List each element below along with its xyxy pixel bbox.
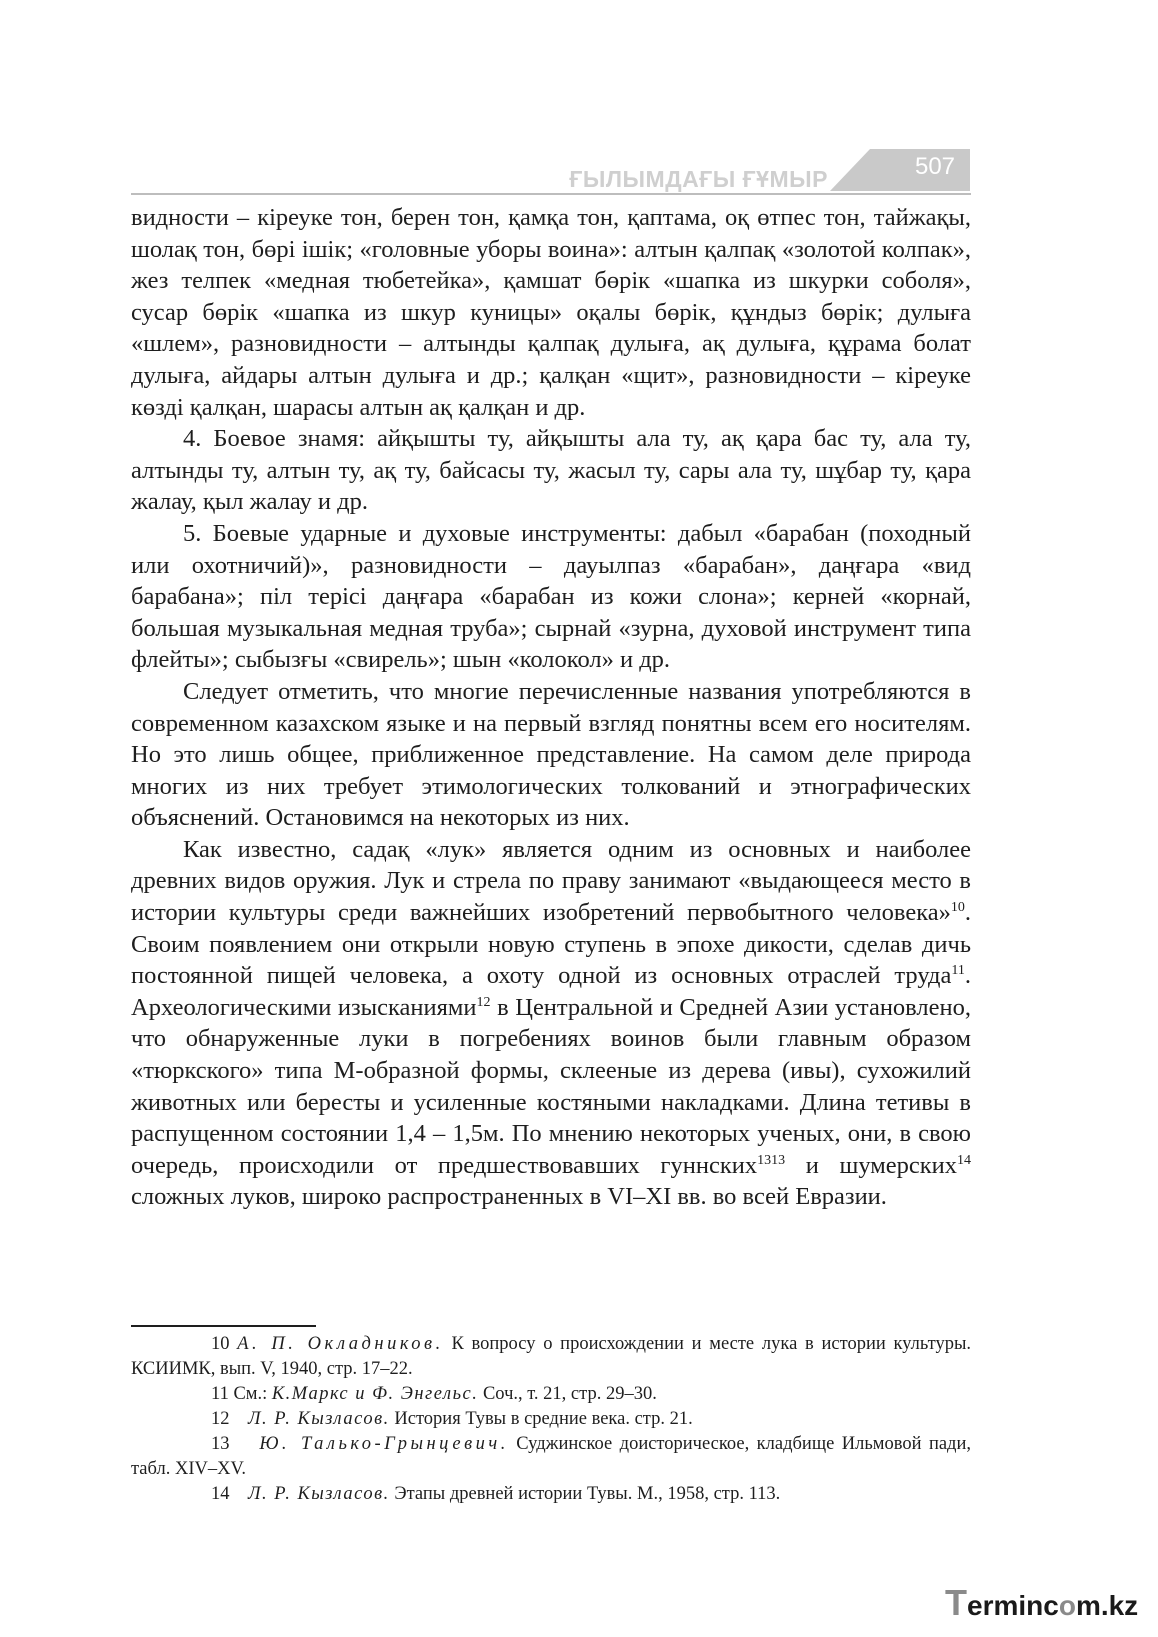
- footnote-text: Соч., т. 21, стр. 29–30.: [478, 1384, 657, 1404]
- footnote-ref-11[interactable]: 11: [951, 963, 965, 979]
- paragraph-instruments: 5. Боевые ударные и духовые инструменты: дабыл «барабан (походный или охотничий)», разновидности – дауылпаз «барабан», даңғара «вид барабана»; піл терісі даңғара «барабан из кожи слона»; керней «корнай, большая музыкальная медная труба»; сырнай «зурна, духовой инструмент типа флейты»; сыбызғы «свирель»; шын «колокол» и др.: [131, 519, 971, 674]
- paragraph-note: Следует отметить, что многие перечисленные названия употребляются в современном казахском языке и на первый взгляд понятны всем его носителям. Но это лишь общее, приближенное представление. На самом деле природа многих из них требует этимологических толкований и этнографических объяснений. Остановимся на некоторых из них.: [131, 677, 971, 832]
- footnote-author: А. П. Окладников.: [237, 1334, 444, 1354]
- page-header: [0, 0, 1158, 200]
- bow-text-4: в Центральной и Средней Азии установлено, что обнаруженные луки в погребениях воинов были главным образом «тюркского» типа М-образной формы, склееные из дерева (ивы), сухожилий животных или бересты и усиленные костяными накладками. Длина тетивы в распущенном состоянии 1,4 – 1,5м. По мнению некоторых ученых, они, в свою очередь, происходили от предшествовавших гуннских: [131, 993, 972, 1179]
- bow-text-3: . Археологическими изысканиями: [131, 962, 971, 1021]
- footnote-prefix: См.:: [233, 1384, 272, 1404]
- footnote-item: [131, 1407, 971, 1432]
- bow-text-1: Как известно, садақ «лук» является одним из основных и наиболее древних видов оружия. Лук и стрела по праву занимают «выдающееся место в истории культуры среди важнейших изобретений первобытного человека»: [131, 835, 971, 927]
- watermark-magnifier-icon: ο: [1058, 1590, 1076, 1621]
- site-watermark: [945, 1582, 1138, 1624]
- header-rule: [131, 193, 971, 195]
- watermark-initial: T: [945, 1582, 967, 1623]
- bow-text-5: и шумерских: [785, 1151, 958, 1179]
- footnote-author: Л. Р. Кызласов.: [248, 1409, 390, 1429]
- footnote-ref-13[interactable]: 1313: [757, 1152, 786, 1168]
- footnote-item: [131, 1432, 971, 1482]
- footnote-number: 10: [211, 1334, 230, 1354]
- footnote-number: 14: [211, 1484, 230, 1504]
- footnote-ref-12[interactable]: 12: [476, 994, 491, 1010]
- footnote-item: [131, 1482, 971, 1507]
- bow-text-2: . Своим появлением они открыли новую ступень в эпохе дикости, сделав дичь постоянной пищей человека, а охоту одной из основных отраслей труда: [131, 899, 971, 990]
- footnote-text: Суджинское доисторическое, кладбище Ильмовой пади, табл. XIV–XV.: [131, 1434, 971, 1479]
- paragraph-armor-list: видности – кіреуке тон, берен тон, қамқа тон, қаптама, оқ өтпес тон, тайжақы, шолақ тон, бөрі ішік; «головные уборы воина»: алтын қалпақ «золотой колпак», жез телпек «медная тюбетейка», қамшат бөрік «шапка из шкурки соболя», сусар бөрік «шапка из шкур куницы» оқалы бөрік, құндыз бөрік; дулыға «шлем», разновидности – алтынды қалпақ дулыға, ақ дулыға, құрама болат дулыға, айдары алтын дулыға и др.; қалқан «щит», разновидности – кіреуке көзді қалқан, шарасы алтын ақ қалқан и др.: [131, 204, 971, 421]
- footnote-number: 13: [211, 1434, 230, 1454]
- watermark-domain: m.kz: [1075, 1590, 1139, 1621]
- footnote-author: Л. Р. Кызласов.: [248, 1484, 390, 1504]
- paragraph-banner: 4. Боевое знамя: айқышты ту, айқышты ала ту, ақ қара бас ту, ала ту, алтынды ту, алтын ту, ақ ту, байсасы ту, жасыл ту, сары ала ту, шұбар ту, қара жалау, қыл жалау и др.: [131, 425, 971, 516]
- footnote-text: К вопросу о происхождении и месте лука в истории культуры. КСИИМК, вып. V, 1940, стр. 17–22.: [131, 1334, 972, 1379]
- bow-text-6: сложных луков, широко распространенных в VI–XI вв. во всей Евразии.: [131, 1183, 887, 1211]
- main-text: [131, 202, 971, 1213]
- footnote-item: [131, 1332, 971, 1382]
- footnote-item: [131, 1382, 971, 1407]
- footnote-ref-10[interactable]: 10: [950, 900, 965, 916]
- footnote-number: 12: [211, 1409, 230, 1429]
- footnotes: [131, 1332, 971, 1507]
- footnote-text: Этапы древней истории Тувы. М., 1958, стр. 113.: [389, 1484, 781, 1504]
- page-number: 507: [914, 153, 956, 180]
- running-title: ҒЫЛЫМДАҒЫ ҒҰМЫР: [569, 166, 828, 192]
- footnote-author: К.Маркс и Ф. Энгельс.: [271, 1384, 479, 1404]
- footnote-author: Ю. Талько-Грынцевич.: [259, 1434, 509, 1454]
- footnote-separator: [131, 1325, 316, 1327]
- footnote-number: 11: [211, 1384, 229, 1404]
- footnote-text: История Тувы в средние века. стр. 21.: [389, 1409, 693, 1429]
- paragraph-bow: [131, 834, 971, 1213]
- watermark-text: erminc: [967, 1590, 1059, 1621]
- footnote-ref-14[interactable]: 14: [957, 1152, 972, 1168]
